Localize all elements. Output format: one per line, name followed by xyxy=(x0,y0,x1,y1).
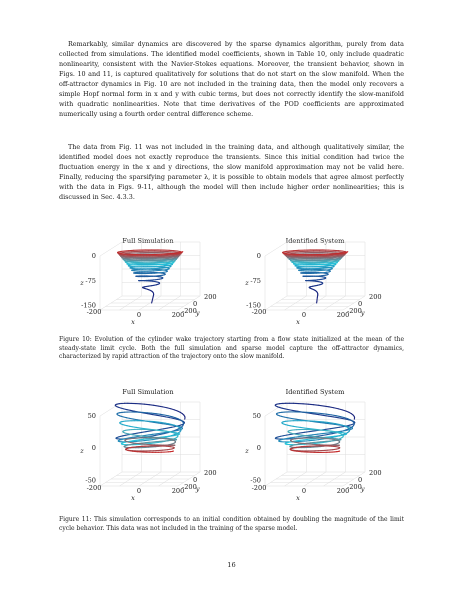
fig10-left-y-tick-label: -200 xyxy=(182,307,197,315)
fig11-right-z-tick-label: -50 xyxy=(250,476,261,485)
fig11-left-trajectory-segment xyxy=(171,409,175,410)
fig11-right-trajectory-segment xyxy=(323,433,328,434)
fig11-right-trajectory-segment xyxy=(295,437,299,438)
fig11-left-plot xyxy=(78,400,218,508)
fig11-left-x-axis-label: x xyxy=(131,494,135,502)
fig11-right-trajectory-segment xyxy=(322,414,327,415)
fig11-right-trajectory-segment xyxy=(305,432,310,433)
fig11-left-trajectory-segment xyxy=(151,435,155,436)
fig11-left-trajectory-segment xyxy=(162,423,166,424)
fig11-right-z-tick-label: 0 xyxy=(256,444,261,453)
fig11-right-trajectory-segment xyxy=(308,435,313,436)
fig10-right-y-tick-label: 0 xyxy=(358,300,363,308)
fig11-right-trajectory-segment xyxy=(317,435,322,436)
fig11-left-y-tick-label: 0 xyxy=(193,476,198,484)
fig11-left-trajectory-segment xyxy=(149,434,153,435)
fig11-right-trajectory-segment xyxy=(342,418,346,419)
fig11-right-trajectory-segment xyxy=(332,423,336,424)
fig11-right-trajectory-segment xyxy=(327,432,332,433)
fig11-left-trajectory-segment xyxy=(146,431,151,432)
fig11-left-trajectory-segment xyxy=(156,434,160,435)
fig11-right-trajectory-segment xyxy=(330,428,335,429)
fig11-right-trajectory-segment xyxy=(329,416,334,417)
fig10-right-z-tick-label: 0 xyxy=(256,252,261,260)
fig11-left-trajectory-segment xyxy=(161,433,165,434)
fig10-right-y-axis-label: y xyxy=(360,309,365,318)
fig11-right-trajectory-segment xyxy=(327,414,332,415)
fig10-right-trajectory-segment xyxy=(346,252,347,253)
fig10-right-x-tick-label: 200 xyxy=(336,311,350,319)
fig11-left-y-tick-label: 200 xyxy=(204,469,217,477)
fig11-left-trajectory-segment xyxy=(154,443,158,444)
fig11-right-trajectory-segment xyxy=(322,435,327,436)
fig11-right-trajectory-segment xyxy=(296,419,301,420)
fig11-right-trajectory-segment xyxy=(319,405,324,406)
fig10-right-x-tick-label: 0 xyxy=(301,311,307,319)
fig10-left-trajectory-segment xyxy=(152,297,153,303)
fig11-right-title: Identified System xyxy=(285,388,345,396)
fig11-left-y-axis-label: y xyxy=(195,485,200,494)
fig11-left-trajectory-segment xyxy=(168,427,172,428)
fig11-left-trajectory-segment xyxy=(156,414,160,415)
fig10-right-z-tick-label: -150 xyxy=(246,301,261,310)
fig11-right-x-axis-label: x xyxy=(296,494,300,502)
fig11-right-trajectory-segment xyxy=(313,405,318,406)
fig11-right-trajectory-segment xyxy=(325,423,330,424)
fig11-right-y-tick-label: -200 xyxy=(347,483,362,491)
fig10-right-plot xyxy=(243,248,383,334)
fig11-right-trajectory-segment xyxy=(285,409,289,410)
fig10-right-y-tick-label: 200 xyxy=(369,293,382,301)
fig11-right-trajectory-segment xyxy=(304,428,308,429)
fig10-left-x-tick-label: 200 xyxy=(171,311,185,319)
fig11-right-trajectory-segment xyxy=(310,431,315,432)
fig10-right-trajectory-segment xyxy=(317,297,318,303)
fig11-left-trajectory-segment xyxy=(130,418,134,419)
fig11-left-trajectory-segment xyxy=(133,437,137,438)
fig10-left-x-tick-label: 0 xyxy=(136,311,142,319)
fig11-left-trajectory-segment xyxy=(163,407,167,408)
fig11-right-y-tick-label: 200 xyxy=(369,469,382,477)
fig11-right-x-tick-label: 200 xyxy=(336,487,350,495)
fig11-right-trajectory-segment xyxy=(299,436,303,437)
fig11-left-x-tick-label: 0 xyxy=(136,487,142,495)
fig11-right-trajectory-segment xyxy=(328,422,332,423)
fig10-left-x-tick-label: -200 xyxy=(86,308,102,316)
fig11-left-title: Full Simulation xyxy=(122,388,174,396)
fig11-right-trajectory-segment xyxy=(316,413,321,414)
fig11-right-trajectory-segment xyxy=(313,414,318,415)
fig11-right-trajectory-segment xyxy=(334,417,338,418)
fig11-left-trajectory-segment xyxy=(157,433,161,434)
fig11-left-trajectory-segment xyxy=(167,408,171,409)
fig11-left-trajectory-segment xyxy=(158,422,162,423)
fig11-left-trajectory-segment xyxy=(144,435,148,436)
fig11-right-y-axis-label: y xyxy=(360,485,365,494)
fig11-left-trajectory-segment xyxy=(158,406,162,407)
fig11-left-trajectory-segment xyxy=(133,433,137,434)
fig11-left-trajectory-segment xyxy=(152,413,156,414)
fig11-left-x-tick-label: 200 xyxy=(171,487,185,495)
fig11-right-trajectory-segment xyxy=(329,407,334,408)
fig11-left-trajectory-segment xyxy=(127,410,131,411)
fig11-caption: Figure 11: This simulation corresponds to an initial condition obtained by doubling the magnitude of the limit cycle behavior. This data was not included in the training of the sparse model. xyxy=(59,516,404,532)
fig10-right-x-tick-label: -200 xyxy=(251,308,267,316)
fig11-right-trajectory-segment xyxy=(292,419,296,420)
fig10-left-y-tick-label: 0 xyxy=(193,300,198,308)
fig11-left-trajectory-segment xyxy=(149,440,153,441)
paragraph-1: Remarkably, similar dynamics are discovered by the sparse dynamics algorithm, purely from data collected from simulations. The identified model coefficients, shown in Table 10, only include quadratic nonlinearity, consistent with the Navier-Stokes equations. Moreover, the transient behavior, shown in Figs. 10 and 11, is captured qualitatively for solutions that do not start on the slow manifold. When the off-attractor dynamics in Fig. 10 are not included in the training data, then the model only recovers a simple Hopf normal form in x and y with cubic terms, but does not correctly identify the slow-manifold with quadratic nonlinearities. Note that time derivatives of the POD coefficients are approximated numerically using a fourth order central difference scheme. xyxy=(59,40,404,119)
fig11-left-z-tick-label: -50 xyxy=(85,476,96,485)
paragraph-2: The data from Fig. 11 was not included in the training data, and although qualitatively similar, the identified model does not exactly reproduce the transients. Since this initial condition had twice the fluctuation energy in the x and y directions, the slow manifold approximation may not be valid here. Finally, reducing the sparsifying parameter λ, it is possible to obtain models that agree almost perfectly with the data in Figs. 9-11, although the model will then include higher order nonlinearities; this is discussed in Sec. 4.3.3. xyxy=(59,143,404,202)
fig10-left-trajectory-segment xyxy=(181,252,182,253)
fig10-left-z-tick-label: -150 xyxy=(81,301,96,310)
fig11-right-trajectory-segment xyxy=(288,418,292,419)
fig11-right-x-tick-label: 0 xyxy=(301,487,307,495)
fig11-right-trajectory-segment xyxy=(293,411,298,412)
fig11-right-y-tick-label: 0 xyxy=(358,476,363,484)
fig11-right-trajectory-segment xyxy=(287,434,291,435)
fig11-right-trajectory-segment xyxy=(318,434,323,435)
fig11-right-trajectory-segment xyxy=(300,427,304,428)
fig11-left-x-tick-label: -200 xyxy=(86,484,102,492)
fig11-right-trajectory-segment xyxy=(338,409,342,410)
fig10-right-z-axis-label: z xyxy=(245,279,249,287)
fig11-right-trajectory-segment xyxy=(336,416,340,417)
fig10-left-z-axis-label: z xyxy=(80,279,84,287)
fig11-right-trajectory-segment xyxy=(291,437,295,438)
fig11-left-z-tick-label: 0 xyxy=(91,444,96,453)
fig11-left-trajectory-segment xyxy=(137,432,141,433)
fig11-left-trajectory-segment xyxy=(136,427,140,428)
fig11-left-trajectory-segment xyxy=(148,414,153,415)
fig11-right-trajectory-segment xyxy=(297,427,301,428)
fig11-left-trajectory-segment xyxy=(164,428,168,429)
fig11-left-trajectory-segment xyxy=(159,429,163,430)
fig11-right-trajectory-segment xyxy=(318,415,323,416)
fig11-right-trajectory-segment xyxy=(319,439,324,440)
fig11-right-trajectory-segment xyxy=(339,427,343,428)
page-number: 16 xyxy=(227,561,236,569)
fig11-right-trajectory-segment xyxy=(335,427,339,428)
fig11-left-trajectory-segment xyxy=(166,417,170,418)
fig11-left-trajectory-segment xyxy=(160,414,164,415)
fig10-right-y-tick-label: -200 xyxy=(347,307,362,315)
fig11-left-trajectory-segment xyxy=(149,405,154,406)
fig10-left-z-tick-label: -75 xyxy=(85,276,96,285)
fig11-left-trajectory-segment xyxy=(140,428,144,429)
fig11-left-trajectory-segment xyxy=(164,415,168,416)
fig10-left-x-axis-label: x xyxy=(131,318,135,326)
fig11-left-trajectory-segment xyxy=(153,434,157,435)
fig11-right-z-axis-label: z xyxy=(245,447,249,455)
fig10-left-y-tick-label: 200 xyxy=(204,293,217,301)
fig11-left-trajectory-segment xyxy=(157,415,161,416)
fig11-left-trajectory-segment xyxy=(153,439,157,440)
fig10-left-z-tick-label: 0 xyxy=(91,252,96,260)
fig10-right-title: Identified System xyxy=(285,237,345,245)
fig11-right-trajectory-segment xyxy=(340,417,344,418)
fig11-right-trajectory-segment xyxy=(324,406,329,407)
fig11-right-trajectory-segment xyxy=(331,415,336,416)
fig11-left-trajectory-segment xyxy=(133,419,137,420)
fig11-right-plot xyxy=(243,400,383,508)
fig11-right-z-tick-label: 50 xyxy=(252,412,261,420)
fig10-left-y-axis-label: y xyxy=(195,309,200,318)
fig10-left-title: Full Simulation xyxy=(122,237,174,245)
fig11-right-x-tick-label: -200 xyxy=(251,484,267,492)
fig11-right-trajectory-segment xyxy=(325,429,330,430)
fig11-right-trajectory-segment xyxy=(323,422,327,423)
fig11-right-trajectory-segment xyxy=(327,434,332,435)
fig10-right-z-tick-label: -75 xyxy=(250,276,261,285)
fig11-right-trajectory-segment xyxy=(314,440,319,441)
fig10-caption: Figure 10: Evolution of the cylinder wake trajectory starting from a flow state initialized at the mean of the steady-state limit cycle. Both the full simulation and sparse model capture the off-attractor dynamics, characterized by rapid attraction of the trajectory onto the slow manifold. xyxy=(59,336,404,361)
fig11-left-z-tick-label: 50 xyxy=(87,412,96,420)
fig10-right-x-axis-label: x xyxy=(296,318,300,326)
fig11-left-trajectory-segment xyxy=(141,432,145,433)
fig11-left-y-tick-label: -200 xyxy=(182,483,197,491)
fig11-right-trajectory-segment xyxy=(289,410,293,411)
fig11-right-trajectory-segment xyxy=(338,418,342,419)
fig11-left-trajectory-segment xyxy=(153,415,158,416)
fig11-left-trajectory-segment xyxy=(154,405,159,406)
fig11-left-trajectory-segment xyxy=(161,416,165,417)
fig11-right-trajectory-segment xyxy=(324,415,329,416)
fig11-right-trajectory-segment xyxy=(334,408,338,409)
fig10-left-plot xyxy=(78,248,218,334)
fig11-right-trajectory-segment xyxy=(313,434,318,435)
fig11-left-z-axis-label: z xyxy=(80,447,84,455)
fig11-left-trajectory-segment xyxy=(131,410,135,411)
fig11-right-trajectory-segment xyxy=(300,432,305,433)
